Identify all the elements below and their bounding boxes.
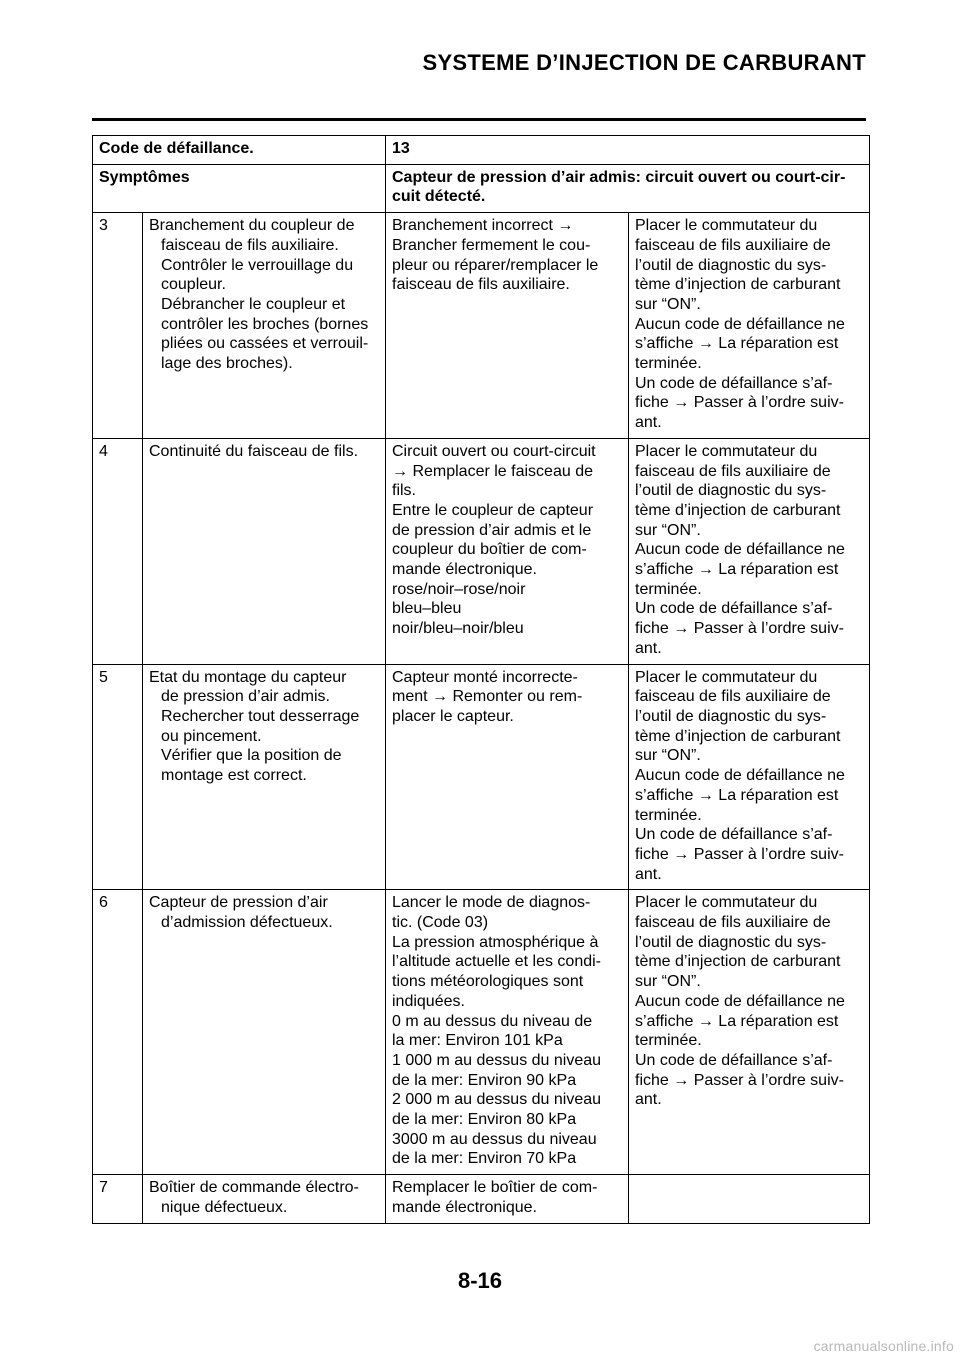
- step-number: 3: [93, 213, 143, 439]
- step-item-line: faisceau de fils auxiliaire.: [161, 236, 339, 254]
- step-check-line: s’affiche → La réparation est: [635, 786, 839, 804]
- step-item-line: nique défectueux.: [161, 1198, 288, 1216]
- step-action-line: Lancer le mode de diagnos-: [392, 894, 591, 912]
- step-item-line: Boîtier de commande électro-: [149, 1179, 359, 1197]
- step-action-line: 0 m au dessus du niveau de: [392, 1012, 593, 1030]
- step-check-line: l’outil de diagnostic du sys-: [635, 707, 827, 725]
- step-check-line: l’outil de diagnostic du sys-: [635, 933, 827, 951]
- step-number: 5: [93, 664, 143, 890]
- step-action-line: la mer: Environ 101 kPa: [392, 1032, 563, 1050]
- step-item-cell: [143, 213, 386, 439]
- step-item-cell: [143, 890, 386, 1175]
- step-action-line: rose/noir–rose/noir: [392, 580, 526, 598]
- step-check-line: tème d’injection de carburant: [635, 727, 841, 745]
- step-item-cell: [143, 438, 386, 664]
- step-action-line: 3000 m au dessus du niveau: [392, 1130, 597, 1148]
- step-action-line: noir/bleu–noir/bleu: [392, 620, 524, 638]
- step-check-line: ant.: [635, 865, 662, 883]
- step-action-line: de pression d’air admis et le: [392, 521, 592, 539]
- fault-code-value: 13: [386, 136, 870, 165]
- step-action-line: de la mer: Environ 80 kPa: [392, 1111, 577, 1129]
- step-check-line: Aucun code de défaillance ne: [635, 992, 845, 1010]
- step-check-line: terminée.: [635, 806, 702, 824]
- step-check-line: sur “ON”.: [635, 295, 701, 313]
- step-check-line: fiche → Passer à l’ordre suiv-: [635, 845, 844, 863]
- step-check-line: sur “ON”.: [635, 973, 701, 991]
- step-item-line: d’admission défectueux.: [161, 914, 333, 932]
- step-check-line: Un code de défaillance s’af-: [635, 600, 833, 618]
- symptoms-line: Capteur de pression d’air admis: circuit ouvert ou court-cir-: [392, 168, 846, 186]
- step-action-line: bleu–bleu: [392, 600, 462, 618]
- step-action-line: placer le capteur.: [392, 707, 514, 725]
- step-check-line: Placer le commutateur du: [635, 894, 818, 912]
- step-check-line: Un code de défaillance s’af-: [635, 1051, 833, 1069]
- step-action-line: Circuit ouvert ou court-circuit: [392, 442, 596, 460]
- step-action-line: tions météorologiques sont: [392, 973, 584, 991]
- step-action-cell: [386, 438, 629, 664]
- step-item-cell: [143, 1175, 386, 1223]
- step-check-line: faisceau de fils auxiliaire de: [635, 462, 831, 480]
- step-item-line: Etat du montage du capteur: [149, 668, 347, 686]
- step-action-line: 2 000 m au dessus du niveau: [392, 1091, 602, 1109]
- step-check-line: fiche → Passer à l’ordre suiv-: [635, 620, 844, 638]
- step-check-cell: [629, 213, 870, 439]
- step-action-line: Brancher fermement le cou-: [392, 236, 591, 254]
- step-check-cell: [629, 438, 870, 664]
- step-check-line: Un code de défaillance s’af-: [635, 826, 833, 844]
- step-item-line: contrôler les broches (bornes: [161, 315, 369, 333]
- step-item-line: montage est correct.: [161, 767, 307, 785]
- step-row: [93, 664, 870, 890]
- page-title: SYSTEME D’INJECTION DE CARBURANT: [422, 50, 866, 75]
- step-action-line: faisceau de fils auxiliaire.: [392, 276, 570, 294]
- step-action-line: 1 000 m au dessus du niveau: [392, 1051, 602, 1069]
- step-item-line: pliées ou cassées et verrouil-: [161, 335, 369, 353]
- step-check-line: sur “ON”.: [635, 521, 701, 539]
- step-check-line: tème d’injection de carburant: [635, 501, 841, 519]
- header-divider: [92, 118, 866, 121]
- step-check-line: s’affiche → La réparation est: [635, 1012, 839, 1030]
- step-number: 4: [93, 438, 143, 664]
- step-action-cell: [386, 664, 629, 890]
- step-row: [93, 438, 870, 664]
- step-action-line: ment → Remonter ou rem-: [392, 688, 583, 706]
- step-action-cell: [386, 1175, 629, 1223]
- step-action-line: de la mer: Environ 70 kPa: [392, 1150, 577, 1168]
- step-item-line: Vérifier que la position de: [161, 747, 342, 765]
- step-action-line: l’altitude actuelle et les condi-: [392, 953, 602, 971]
- step-action-line: pleur ou réparer/remplacer le: [392, 256, 599, 274]
- step-row: [93, 1175, 870, 1223]
- step-action-line: tic. (Code 03): [392, 914, 489, 932]
- step-check-line: Placer le commutateur du: [635, 217, 818, 235]
- step-action-line: Remplacer le boîtier de com-: [392, 1179, 598, 1197]
- symptoms-line: cuit détecté.: [392, 188, 486, 206]
- step-action-line: Entre le coupleur de capteur: [392, 501, 594, 519]
- step-check-line: sur “ON”.: [635, 747, 701, 765]
- fault-code-row: [93, 136, 870, 165]
- step-check-line: Aucun code de défaillance ne: [635, 767, 845, 785]
- fault-code-label: Code de défaillance.: [93, 136, 386, 165]
- watermark: carmanualsonline.info: [813, 1338, 954, 1354]
- step-check-line: tème d’injection de carburant: [635, 276, 841, 294]
- step-item-line: Débrancher le coupleur et: [161, 295, 346, 313]
- step-action-line: de la mer: Environ 90 kPa: [392, 1071, 577, 1089]
- step-action-cell: [386, 213, 629, 439]
- step-check-line: fiche → Passer à l’ordre suiv-: [635, 1071, 844, 1089]
- step-check-line: tème d’injection de carburant: [635, 953, 841, 971]
- step-action-line: Branchement incorrect →: [392, 217, 574, 235]
- step-check-line: l’outil de diagnostic du sys-: [635, 482, 827, 500]
- step-row: [93, 890, 870, 1175]
- step-check-line: Placer le commutateur du: [635, 442, 818, 460]
- step-check-line: ant.: [635, 1091, 662, 1109]
- step-action-line: mande électronique.: [392, 561, 537, 579]
- step-action-cell: [386, 890, 629, 1175]
- step-number: 6: [93, 890, 143, 1175]
- step-check-line: l’outil de diagnostic du sys-: [635, 256, 827, 274]
- step-check-cell: [629, 664, 870, 890]
- step-check-line: s’affiche → La réparation est: [635, 561, 839, 579]
- step-check-line: terminée.: [635, 355, 702, 373]
- step-action-line: La pression atmosphérique à: [392, 933, 599, 951]
- step-number: 7: [93, 1175, 143, 1223]
- step-check-line: Aucun code de défaillance ne: [635, 541, 845, 559]
- step-row: [93, 213, 870, 439]
- step-action-line: indiquées.: [392, 992, 465, 1010]
- step-item-line: Capteur de pression d’air: [149, 894, 328, 912]
- step-check-cell: [629, 1175, 870, 1223]
- step-check-line: s’affiche → La réparation est: [635, 335, 839, 353]
- symptoms-value: [386, 164, 870, 212]
- step-item-line: Branchement du coupleur de: [149, 217, 355, 235]
- step-check-line: faisceau de fils auxiliaire de: [635, 236, 831, 254]
- step-check-line: ant.: [635, 414, 662, 432]
- symptoms-label: Symptômes: [93, 164, 386, 212]
- step-item-line: Contrôler le verrouillage du: [161, 256, 354, 274]
- step-check-line: Placer le commutateur du: [635, 668, 818, 686]
- step-item-line: ou pincement.: [161, 727, 262, 745]
- step-action-line: mande électronique.: [392, 1198, 537, 1216]
- step-check-line: fiche → Passer à l’ordre suiv-: [635, 394, 844, 412]
- step-check-line: ant.: [635, 639, 662, 657]
- step-check-line: terminée.: [635, 1032, 702, 1050]
- step-item-line: Continuité du faisceau de fils.: [149, 442, 359, 460]
- step-check-line: Aucun code de défaillance ne: [635, 315, 845, 333]
- step-action-line: fils.: [392, 482, 416, 500]
- step-item-cell: [143, 664, 386, 890]
- step-item-line: coupleur.: [161, 276, 226, 294]
- step-check-line: terminée.: [635, 580, 702, 598]
- step-action-line: Capteur monté incorrecte-: [392, 668, 578, 686]
- step-item-line: lage des broches).: [161, 355, 293, 373]
- step-check-cell: [629, 890, 870, 1175]
- step-check-line: faisceau de fils auxiliaire de: [635, 688, 831, 706]
- step-item-line: Rechercher tout desserrage: [161, 707, 360, 725]
- diagnostic-table: [92, 135, 870, 1224]
- step-check-line: Un code de défaillance s’af-: [635, 374, 833, 392]
- page-number: 8-16: [457, 1268, 503, 1293]
- symptoms-row: [93, 164, 870, 212]
- step-action-line: coupleur du boîtier de com-: [392, 541, 587, 559]
- step-item-line: de pression d’air admis.: [161, 688, 330, 706]
- step-check-line: faisceau de fils auxiliaire de: [635, 914, 831, 932]
- step-action-line: → Remplacer le faisceau de: [392, 462, 593, 480]
